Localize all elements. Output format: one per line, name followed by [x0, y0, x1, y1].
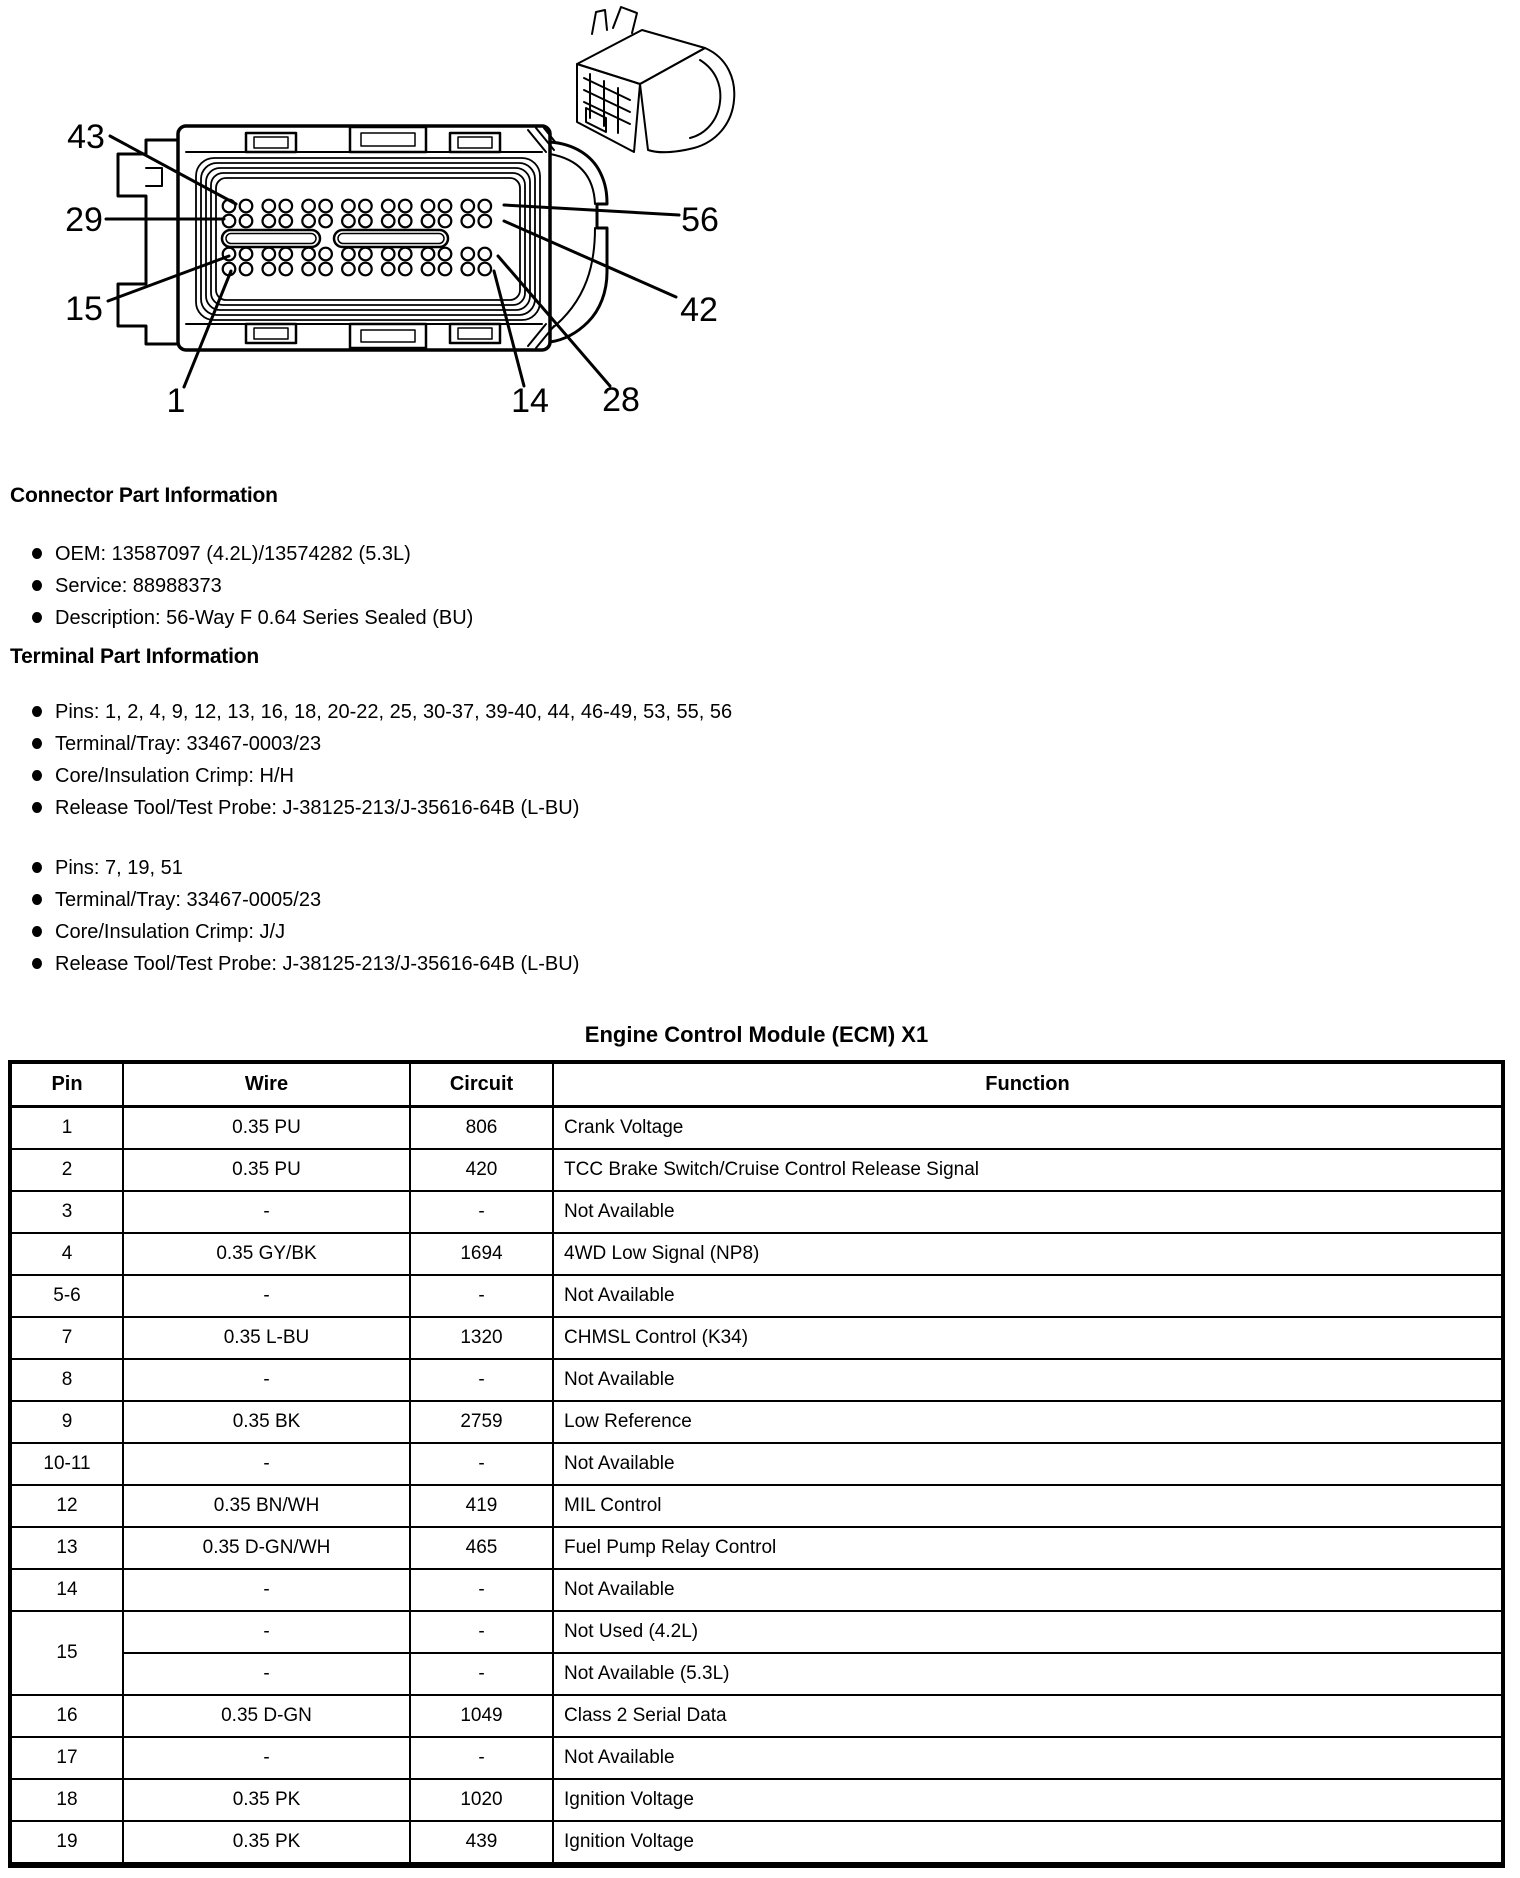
table-body: [10, 1107, 1503, 1866]
wire-cell: -: [123, 1359, 410, 1401]
wire-cell: -: [123, 1569, 410, 1611]
function-cell: Ignition Voltage: [553, 1779, 1503, 1821]
function-cell: Ignition Voltage: [553, 1821, 1503, 1865]
table-row: [10, 1443, 1503, 1485]
pin-cell: 8: [10, 1359, 123, 1401]
wire-cell: 0.35 PK: [123, 1821, 410, 1865]
table-row: [10, 1317, 1503, 1359]
bullet-item: Core/Insulation Crimp: J/J: [10, 920, 579, 952]
connector-right-bracket: [550, 142, 607, 342]
circuit-cell: 419: [410, 1485, 553, 1527]
connector-pinout-diagram: [0, 0, 780, 430]
function-cell: Crank Voltage: [553, 1107, 1503, 1150]
wire-cell: -: [123, 1275, 410, 1317]
circuit-cell: 2759: [410, 1401, 553, 1443]
circuit-cell: 1320: [410, 1317, 553, 1359]
pin-cell: 19: [10, 1821, 123, 1865]
pin-cell: 10-11: [10, 1443, 123, 1485]
table-row: [10, 1275, 1503, 1317]
ecm-pinout-table: [8, 1060, 1505, 1868]
wire-cell: 0.35 PU: [123, 1107, 410, 1150]
table-row: [10, 1401, 1503, 1443]
wire-cell: 0.35 PK: [123, 1779, 410, 1821]
circuit-cell: -: [410, 1611, 553, 1653]
wire-cell: 0.35 BN/WH: [123, 1485, 410, 1527]
terminal-info-group-1: [10, 700, 732, 828]
pin-callout-14: 14: [511, 382, 549, 420]
terminal-info-group-2: [10, 856, 579, 984]
bullet-item: Release Tool/Test Probe: J-38125-213/J-35616-64B (L-BU): [10, 952, 579, 984]
pin-cavity-grid: [223, 200, 491, 276]
wire-cell: -: [123, 1737, 410, 1779]
wire-cell: -: [123, 1653, 410, 1695]
bullet-item: Description: 56-Way F 0.64 Series Sealed (BU): [10, 606, 473, 638]
pin-cell: 9: [10, 1401, 123, 1443]
wire-cell: -: [123, 1443, 410, 1485]
wire-cell: 0.35 D-GN/WH: [123, 1527, 410, 1569]
pin-cell: 14: [10, 1569, 123, 1611]
connector-keyways: [222, 230, 448, 247]
table-row: [10, 1191, 1503, 1233]
table-row: [10, 1569, 1503, 1611]
table-row: [10, 1107, 1503, 1150]
circuit-column-header: Circuit: [410, 1062, 553, 1107]
bullet-item: Release Tool/Test Probe: J-38125-213/J-35616-64B (L-BU): [10, 796, 732, 828]
pin-cell: 13: [10, 1527, 123, 1569]
table-row: [10, 1149, 1503, 1191]
function-cell: Not Available: [553, 1443, 1503, 1485]
pin-cell: 7: [10, 1317, 123, 1359]
table-row: [10, 1527, 1503, 1569]
circuit-cell: -: [410, 1653, 553, 1695]
table-row: [10, 1233, 1503, 1275]
function-cell: Not Available: [553, 1191, 1503, 1233]
pin-callout-42: 42: [680, 291, 718, 329]
table-row: [10, 1653, 1503, 1695]
pin-cell: 12: [10, 1485, 123, 1527]
wire-cell: 0.35 L-BU: [123, 1317, 410, 1359]
pin-callout-56: 56: [681, 201, 719, 239]
pin-cell: 4: [10, 1233, 123, 1275]
pin-cell: 5-6: [10, 1275, 123, 1317]
wire-cell: 0.35 PU: [123, 1149, 410, 1191]
circuit-cell: -: [410, 1443, 553, 1485]
function-cell: Not Available: [553, 1737, 1503, 1779]
circuit-cell: -: [410, 1191, 553, 1233]
function-cell: Not Used (4.2L): [553, 1611, 1503, 1653]
table-row: [10, 1485, 1503, 1527]
circuit-cell: 420: [410, 1149, 553, 1191]
connector-seal-rings: [196, 158, 540, 320]
table-row: [10, 1779, 1503, 1821]
function-cell: Not Available (5.3L): [553, 1653, 1503, 1695]
pin-cell: 17: [10, 1737, 123, 1779]
table-row: [10, 1611, 1503, 1653]
bullet-item: Core/Insulation Crimp: H/H: [10, 764, 732, 796]
connector-part-info-list: [10, 542, 473, 638]
pin-callout-43: 43: [67, 118, 105, 156]
pin-cell: 18: [10, 1779, 123, 1821]
table-row: [10, 1737, 1503, 1779]
table-row: [10, 1821, 1503, 1865]
pin-cell: 1: [10, 1107, 123, 1150]
table-row: [10, 1695, 1503, 1737]
wire-cell: -: [123, 1191, 410, 1233]
pin-callout-15: 15: [65, 290, 103, 328]
circuit-cell: 1020: [410, 1779, 553, 1821]
table-header-row: [10, 1062, 1503, 1107]
connector-part-info-heading: Connector Part Information: [10, 484, 278, 507]
wire-cell: -: [123, 1611, 410, 1653]
table-row: [10, 1359, 1503, 1401]
pin-cell: 3: [10, 1191, 123, 1233]
table-title: Engine Control Module (ECM) X1: [584, 1022, 929, 1047]
circuit-cell: -: [410, 1737, 553, 1779]
function-column-header: Function: [553, 1062, 1503, 1107]
pin-callout-28: 28: [602, 381, 640, 419]
terminal-part-info-heading: Terminal Part Information: [10, 645, 259, 668]
circuit-cell: 1049: [410, 1695, 553, 1737]
function-cell: 4WD Low Signal (NP8): [553, 1233, 1503, 1275]
pin-cell: 2: [10, 1149, 123, 1191]
circuit-cell: 806: [410, 1107, 553, 1150]
function-cell: Class 2 Serial Data: [553, 1695, 1503, 1737]
connector-left-bracket: [118, 140, 178, 344]
function-cell: Not Available: [553, 1359, 1503, 1401]
bullet-item: Pins: 7, 19, 51: [10, 856, 579, 888]
circuit-cell: -: [410, 1569, 553, 1611]
pin-callout-1: 1: [166, 382, 186, 420]
wire-cell: 0.35 D-GN: [123, 1695, 410, 1737]
bullet-item: Pins: 1, 2, 4, 9, 12, 13, 16, 18, 20-22, 25, 30-37, 39-40, 44, 46-49, 53, 55, 56: [10, 700, 732, 732]
pin-callout-29: 29: [65, 201, 103, 239]
pin-column-header: Pin: [10, 1062, 123, 1107]
function-cell: TCC Brake Switch/Cruise Control Release Signal: [553, 1149, 1503, 1191]
connector-body-outline: [178, 126, 550, 350]
function-cell: CHMSL Control (K34): [553, 1317, 1503, 1359]
function-cell: MIL Control: [553, 1485, 1503, 1527]
circuit-cell: 439: [410, 1821, 553, 1865]
circuit-cell: 465: [410, 1527, 553, 1569]
wire-column-header: Wire: [123, 1062, 410, 1107]
pin-cell: 15: [10, 1611, 123, 1695]
function-cell: Not Available: [553, 1275, 1503, 1317]
function-cell: Fuel Pump Relay Control: [553, 1527, 1503, 1569]
wire-cell: 0.35 GY/BK: [123, 1233, 410, 1275]
circuit-cell: -: [410, 1275, 553, 1317]
wire-cell: 0.35 BK: [123, 1401, 410, 1443]
bullet-item: OEM: 13587097 (4.2L)/13574282 (5.3L): [10, 542, 473, 574]
connector-isometric-view: [577, 7, 734, 152]
connector-top-latches: [246, 127, 556, 152]
circuit-cell: -: [410, 1359, 553, 1401]
function-cell: Not Available: [553, 1569, 1503, 1611]
bullet-item: Service: 88988373: [10, 574, 473, 606]
function-cell: Low Reference: [553, 1401, 1503, 1443]
circuit-cell: 1694: [410, 1233, 553, 1275]
bullet-item: Terminal/Tray: 33467-0005/23: [10, 888, 579, 920]
pin-cell: 16: [10, 1695, 123, 1737]
bullet-item: Terminal/Tray: 33467-0003/23: [10, 732, 732, 764]
